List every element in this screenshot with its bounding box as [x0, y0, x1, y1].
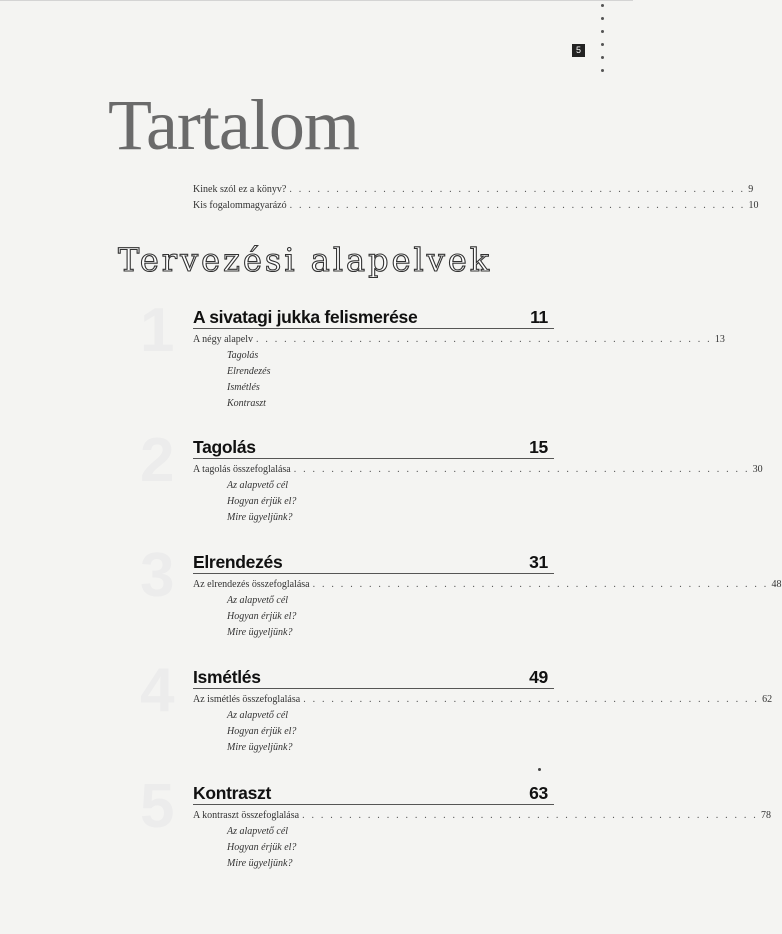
- chapter-entry-page: 30: [752, 464, 763, 475]
- dot-leader: . . . . . . . . . . . . . . . . . . . . . . . . . . . . . . . . . . . . . . . . . . . . . . . . .: [289, 184, 746, 195]
- chapter-heading: [193, 664, 554, 689]
- chapter-item: Mire ügyeljünk?: [227, 742, 293, 753]
- chapter-entry-page: 48: [771, 579, 782, 590]
- chapter-page: 31: [529, 552, 548, 572]
- chapter-item: Hogyan érjük el?: [227, 842, 297, 853]
- dot-leader: . . . . . . . . . . . . . . . . . . . . . . . . . . . . . . . . . . . . . . . . . . . . . . . . .: [303, 694, 760, 705]
- chapter-entry: [193, 577, 782, 593]
- page-number: 5: [572, 44, 585, 57]
- chapter-items: [227, 824, 296, 872]
- dot-leader: . . . . . . . . . . . . . . . . . . . . . . . . . . . . . . . . . . . . . . . . . . . . . . . . .: [312, 579, 769, 590]
- intro-entry: [193, 182, 754, 198]
- chapter-title: Kontraszt: [193, 783, 271, 803]
- chapter-items: [227, 478, 296, 526]
- intro-entry: [193, 198, 759, 214]
- chapter-entry-label: A tagolás összefoglalása: [193, 464, 291, 475]
- chapter-number: 4: [140, 656, 175, 725]
- page-top-edge: [0, 0, 633, 1]
- chapter-entry-label: A négy alapelv: [193, 334, 253, 345]
- dot-leader: . . . . . . . . . . . . . . . . . . . . . . . . . . . . . . . . . . . . . . . . . . . . . . . . .: [289, 200, 746, 211]
- chapter-item: Hogyan érjük el?: [227, 611, 297, 622]
- dot-leader: . . . . . . . . . . . . . . . . . . . . . . . . . . . . . . . . . . . . . . . . . . . . . . . . .: [255, 334, 712, 345]
- chapter-entry-page: 13: [714, 334, 725, 345]
- chapter-entry-label: Az ismétlés összefoglalása: [193, 694, 301, 705]
- chapter-title: A sivatagi jukka felismerése: [193, 307, 418, 327]
- chapter-item: Az alapvető cél: [227, 595, 289, 606]
- chapter-item: Az alapvető cél: [227, 710, 289, 721]
- chapter-entry-label: Az elrendezés összefoglalása: [193, 579, 310, 590]
- page-title: Tartalom: [108, 85, 359, 165]
- chapter-item: Mire ügyeljünk?: [227, 512, 293, 523]
- chapter-page: 63: [529, 783, 548, 803]
- chapter-entry-label: A kontraszt összefoglalása: [193, 810, 300, 821]
- chapter-page: 15: [529, 437, 548, 457]
- chapter-item: Kontraszt: [227, 398, 266, 409]
- intro-entry-label: Kis fogalommagyarázó: [193, 200, 287, 211]
- chapter-title: Tagolás: [193, 437, 256, 457]
- chapter-item: Hogyan érjük el?: [227, 496, 297, 507]
- chapter-items: [227, 348, 271, 412]
- chapter-entry: [193, 808, 771, 824]
- chapter-heading: [193, 549, 554, 574]
- chapter-page: 49: [529, 667, 548, 687]
- chapter-item: Elrendezés: [227, 366, 271, 377]
- intro-entry-page: 10: [748, 200, 759, 211]
- chapter-entry-page: 62: [762, 694, 773, 705]
- intro-entry-page: 9: [748, 184, 754, 195]
- dot-leader: . . . . . . . . . . . . . . . . . . . . . . . . . . . . . . . . . . . . . . . . . . . . . . . . .: [293, 464, 750, 475]
- chapter-item: Az alapvető cél: [227, 826, 289, 837]
- margin-dots: [598, 4, 608, 82]
- chapter-item: Hogyan érjük el?: [227, 726, 297, 737]
- chapter-title: Elrendezés: [193, 552, 283, 572]
- chapter-items: [227, 593, 296, 641]
- chapter-entry-page: 78: [761, 810, 771, 821]
- chapter-item: Mire ügyeljünk?: [227, 627, 293, 638]
- chapter-heading: [193, 304, 554, 329]
- chapter-page: 11: [530, 307, 548, 327]
- chapter-entry: [193, 332, 725, 348]
- chapter-item: Mire ügyeljünk?: [227, 858, 293, 869]
- chapter-items: [227, 708, 296, 756]
- chapter-item: Ismétlés: [227, 382, 260, 393]
- intro-entry-label: Kinek szól ez a könyv?: [193, 184, 287, 195]
- chapter-number: 3: [140, 541, 175, 610]
- chapter-number: 5: [140, 772, 175, 841]
- chapter-title: Ismétlés: [193, 667, 261, 687]
- chapter-heading: [193, 780, 554, 805]
- chapter-entry: [193, 462, 763, 478]
- chapter-item: Az alapvető cél: [227, 480, 289, 491]
- chapter-entry: [193, 692, 773, 708]
- chapter-heading: [193, 434, 554, 459]
- chapter-number: 1: [140, 296, 175, 365]
- chapter-item: Tagolás: [227, 350, 259, 361]
- part-title: Tervezési alapelvek: [118, 241, 493, 279]
- dot-leader: . . . . . . . . . . . . . . . . . . . . . . . . . . . . . . . . . . . . . . . . . . . . . . . . .: [302, 810, 758, 821]
- chapter-number: 2: [140, 426, 175, 495]
- stray-mark: [538, 768, 541, 771]
